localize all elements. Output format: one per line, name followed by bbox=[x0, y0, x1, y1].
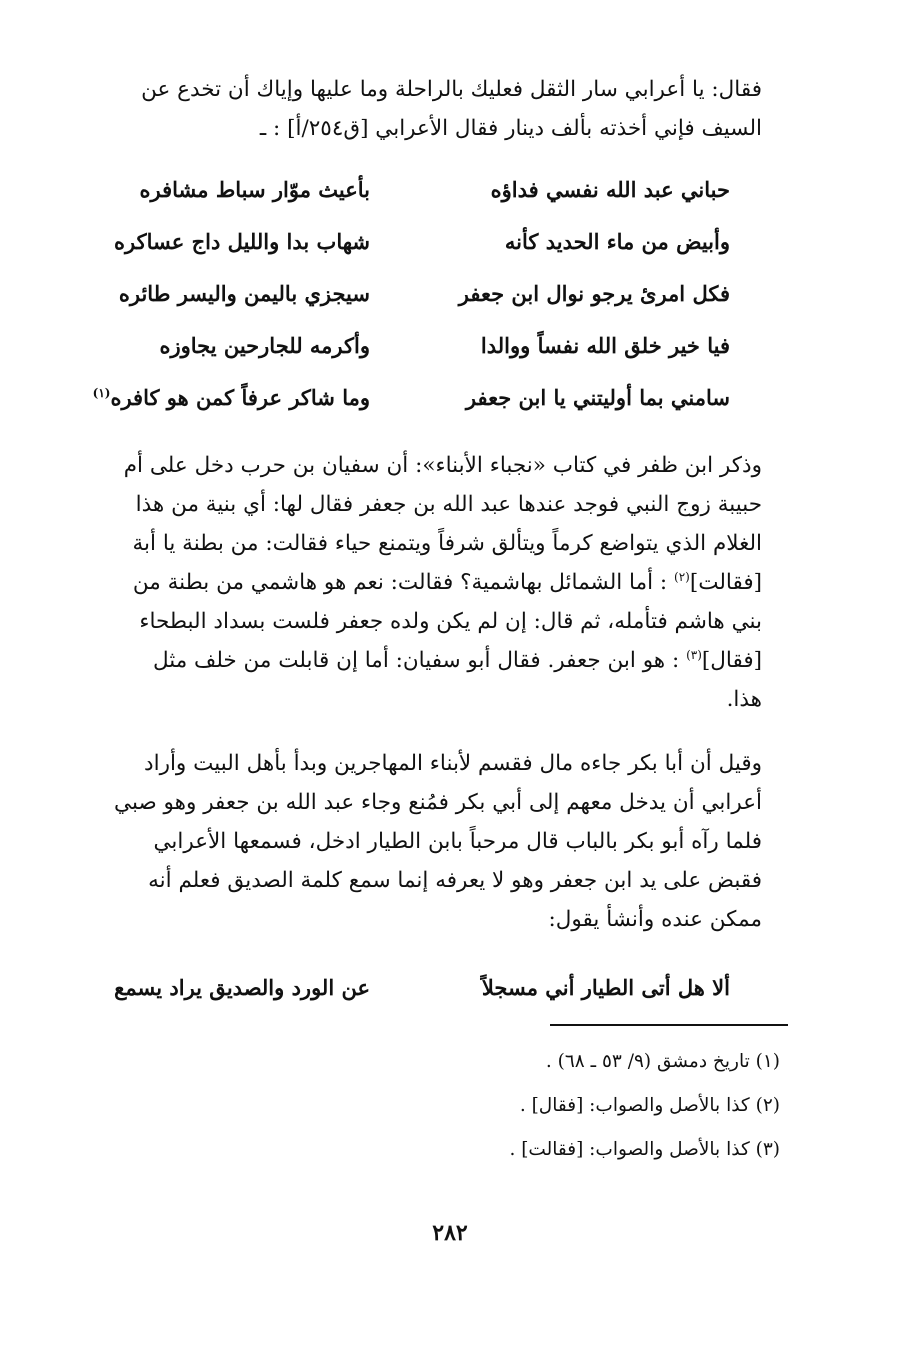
verse-first-hemistich: وأبيض من ماء الحديد كأنه bbox=[504, 229, 730, 254]
text-line: السيف فإني أخذته بألف دينار فقال الأعرابي [ق٢٥٤/أ] : ـ bbox=[259, 116, 762, 141]
verse-first-hemistich: حباني عبد الله نفسي فداؤه bbox=[490, 177, 730, 202]
text-line: الغلام الذي يتواضع كرماً ويتألق شرفاً ويتمنع حياء فقالت: من بطنة يا أبة bbox=[132, 531, 762, 556]
text-line bbox=[77, 563, 762, 602]
footnote-ref-3: (٣) bbox=[686, 647, 702, 662]
text-line bbox=[77, 641, 762, 680]
verse-first-hemistich: فيا خير خلق الله نفساً ووالدا bbox=[480, 333, 730, 358]
footnote-ref-1: (١) bbox=[92, 386, 111, 400]
text-line: ممكن عنده وأنشأ يقول: bbox=[548, 907, 762, 932]
verse bbox=[100, 274, 730, 314]
verse-second-hemistich: عن الورد والصديق يراد يسمع bbox=[114, 975, 370, 1000]
verse-second-hemistich: بأعيث موّار سباط مشافره bbox=[139, 177, 370, 202]
text-line: هذا. bbox=[726, 687, 762, 712]
footnote-ref-2: (٢) bbox=[674, 569, 690, 584]
footnote-2: (٢) كذا بالأصل والصواب: [فقال] . bbox=[519, 1095, 780, 1116]
text-line: فلما رآه أبو بكر بالباب قال مرحباً بابن الطيار ادخل، فسمعها الأعرابي bbox=[153, 829, 762, 854]
text-line: حبيبة زوج النبي فوجد عندها عبد الله بن جعفر فقال لها: أي بنية من هذا bbox=[135, 492, 762, 517]
intro-paragraph bbox=[77, 70, 762, 148]
verse bbox=[100, 170, 730, 210]
footnotes bbox=[180, 1040, 780, 1172]
footnote-1: (١) تاريخ دمشق (٩/ ٥٣ ـ ٦٨) . bbox=[545, 1051, 780, 1072]
verse bbox=[100, 222, 730, 262]
verse-second-hemistich: سيجزي باليمن واليسر طائره bbox=[118, 281, 370, 306]
text-line: فقال: يا أعرابي سار الثقل فعليك بالراحلة وما عليها وإياك أن تخدع عن bbox=[141, 77, 762, 102]
text-line: وقيل أن أبا بكر جاءه مال فقسم لأبناء المهاجرين وبدأ بأهل البيت وأراد bbox=[144, 751, 762, 776]
verse bbox=[92, 378, 730, 418]
hemistich-text: وما شاكر عرفاً كمن هو كافره bbox=[110, 385, 370, 410]
poem-second bbox=[100, 968, 730, 1008]
line-remainder: : أما الشمائل بهاشمية؟ فقالت: نعم هو هاشمي من بطنة من bbox=[132, 570, 675, 595]
verse bbox=[100, 968, 730, 1008]
line-remainder: : هو ابن جعفر. فقال أبو سفيان: أما إن قابلت من خلف مثل bbox=[152, 648, 687, 673]
text-line: فقبض على يد ابن جعفر وهو لا يعرفه إنما سمع كلمة الصديق فعلم أنه bbox=[148, 868, 762, 893]
verse bbox=[100, 326, 730, 366]
text-line: أعرابي أن يدخل معهم إلى أبي بكر فمُنع وجاء عبد الله بن جعفر وهو صبي bbox=[114, 790, 762, 815]
verse-second-hemistich bbox=[93, 378, 370, 418]
bracket-word: [فقال] bbox=[701, 648, 762, 673]
verse-second-hemistich: شهاب بدا والليل داج عساكره bbox=[114, 229, 370, 254]
poem-first bbox=[92, 170, 730, 420]
text-line: وذكر ابن ظفر في كتاب «نجباء الأبناء»: أن سفيان بن حرب دخل على أم bbox=[123, 453, 762, 478]
verse-second-hemistich: وأكرمه للجارحين يجاوزه bbox=[159, 333, 370, 358]
verse-first-hemistich: فكل امرئ يرجو نوال ابن جعفر bbox=[458, 281, 730, 306]
abu-bakr-paragraph bbox=[77, 744, 762, 939]
bracket-word: [فقالت] bbox=[689, 570, 762, 595]
page-number: ٢٨٢ bbox=[432, 1220, 468, 1246]
footnote-separator bbox=[550, 1024, 788, 1026]
verse-first-hemistich: سامني بما أوليتني يا ابن جعفر bbox=[465, 385, 730, 410]
footnote-3: (٣) كذا بالأصل والصواب: [فقالت] . bbox=[509, 1139, 780, 1160]
verse-first-hemistich: ألا هل أتى الطيار أني مسجلاً bbox=[481, 975, 730, 1000]
text-line: بني هاشم فتأمله، ثم قال: إن لم يكن ولده جعفر فلست بسداد البطحاء bbox=[139, 609, 762, 634]
ibn-zafar-paragraph bbox=[77, 446, 762, 719]
